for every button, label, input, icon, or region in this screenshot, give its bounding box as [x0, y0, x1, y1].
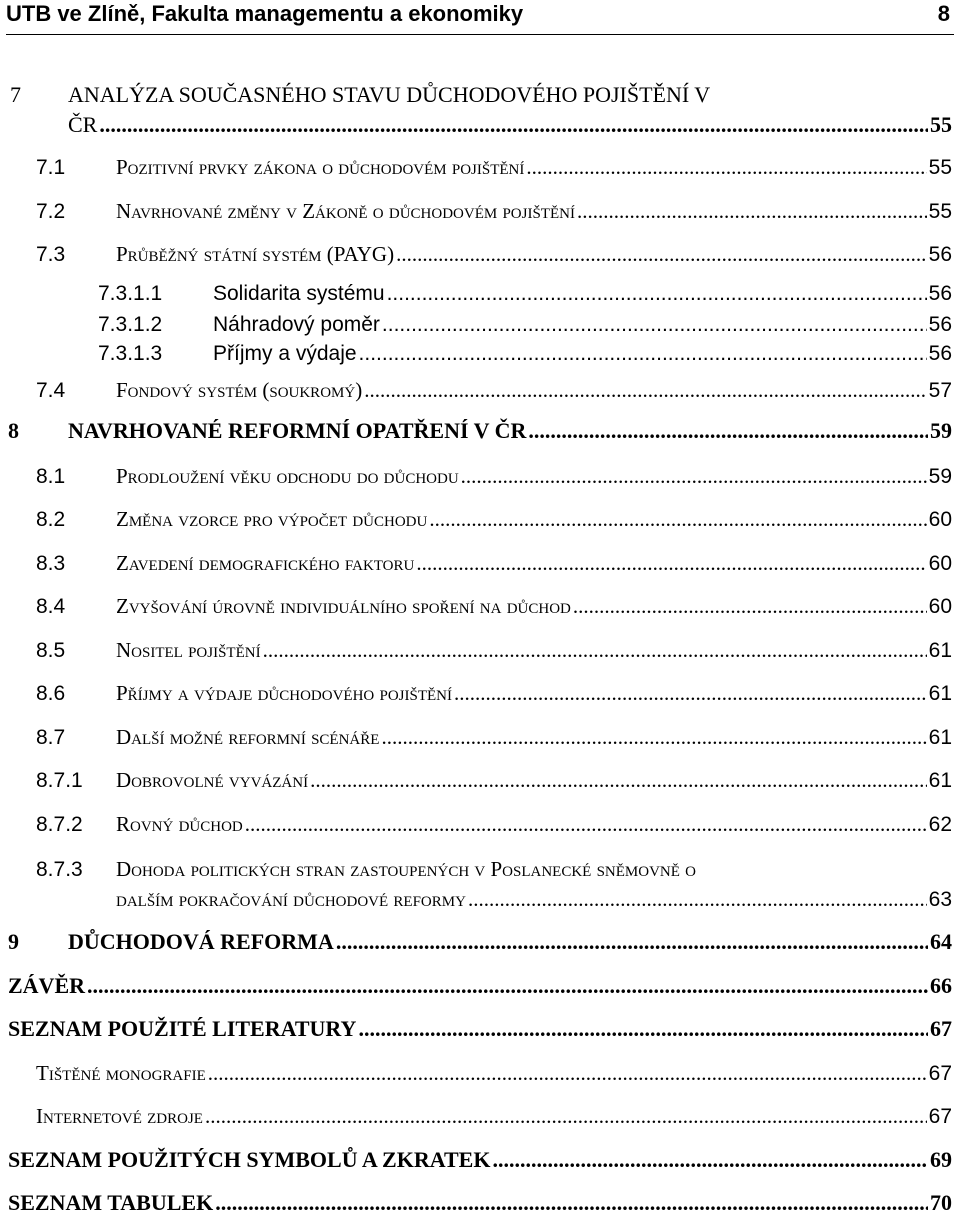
toc-leader-dots [205, 1104, 927, 1129]
toc-leader-dots [396, 242, 927, 267]
toc-page: 69 [930, 1147, 952, 1172]
toc-page: 67 [930, 1016, 952, 1041]
toc-number: 7.2 [36, 200, 66, 223]
toc-chapter-8[interactable] [8, 418, 952, 448]
toc-title: Fondový systém (soukromý) [116, 378, 363, 402]
toc-title: Internetové zdroje [36, 1104, 203, 1128]
toc-number: 7.3.1.2 [98, 313, 163, 336]
toc-page: 56 [928, 243, 952, 266]
toc-title: Příjmy a výdaje důchodového pojištění [116, 681, 453, 705]
toc-section-7-1[interactable] [36, 155, 952, 185]
toc-page: 61 [928, 639, 952, 662]
toc-title: Rovný důchod [116, 812, 243, 836]
toc-title: Tištěné monografie [36, 1061, 206, 1085]
toc-title: Dobrovolné vyvázání [116, 768, 309, 792]
toc-title: Průběžný státní systém (PAYG) [116, 242, 395, 266]
toc-title: ČR [68, 112, 98, 137]
toc-section-7-2[interactable] [36, 199, 952, 229]
toc-title: Pozitivní prvky zákona o důchodovém pojištění [116, 155, 525, 179]
toc-title: Navrhované změny v Zákoně o důchodovém pojištění [116, 199, 575, 223]
toc-section-8-7-3-line2[interactable] [116, 887, 952, 917]
toc-title: Solidarita systému [213, 282, 385, 305]
toc-seznam-literatury[interactable] [8, 1016, 952, 1046]
toc-page: 66 [930, 973, 952, 998]
toc-title: DŮCHODOVÁ REFORMA [68, 929, 334, 954]
header-page-number: 8 [937, 1, 950, 26]
toc-page: 61 [928, 769, 952, 792]
toc-page: 60 [928, 508, 952, 531]
toc-section-8-5[interactable] [36, 638, 952, 668]
toc-section-8-7-1[interactable] [36, 768, 952, 798]
toc-number: 8.2 [36, 508, 66, 531]
toc-leader-dots [336, 929, 928, 955]
toc-title: Změna vzorce pro výpočet důchodu [116, 507, 428, 531]
toc-title: dalším pokračování důchodové reformy [116, 887, 466, 911]
toc-leader-dots [208, 1061, 927, 1086]
page-header [6, 0, 954, 35]
toc-number: 8.7 [36, 726, 66, 749]
toc-leader-dots [387, 282, 927, 306]
toc-title: ZÁVĚR [8, 973, 86, 998]
toc-page: 56 [928, 282, 952, 305]
toc-page: 67 [928, 1105, 952, 1128]
toc-page: 56 [928, 342, 952, 365]
toc-page: 56 [928, 313, 952, 336]
toc-title: Prodloužení věku odchodu do důchodu [116, 464, 459, 488]
toc-number: 8.5 [36, 639, 66, 662]
toc-number: 7.3.1.3 [98, 342, 163, 365]
toc-leader-dots [526, 155, 926, 180]
toc-page: 67 [928, 1062, 952, 1085]
toc-number: 8.7.1 [36, 769, 83, 792]
toc-subsection-7-3-1-2[interactable] [98, 313, 952, 343]
toc-section-8-3[interactable] [36, 551, 952, 581]
toc-number: 7.1 [36, 156, 66, 179]
toc-subsection-7-3-1-1[interactable] [98, 282, 952, 312]
toc-title: Příjmy a výdaje [213, 342, 357, 365]
toc-page: 55 [930, 112, 952, 137]
toc-seznam-tabulek[interactable] [8, 1190, 952, 1220]
toc-chapter-7-line2[interactable] [68, 112, 952, 142]
toc-number: 7.3.1.1 [98, 282, 163, 305]
toc-page: 55 [928, 156, 952, 179]
toc-leader-dots [492, 1147, 928, 1173]
toc-section-8-7-3-line1[interactable] [36, 857, 696, 882]
toc-title: NAVRHOVANÉ REFORMNÍ OPATŘENÍ V ČR [68, 418, 527, 443]
toc-section-8-7[interactable] [36, 725, 952, 755]
toc-number: 7.4 [36, 379, 66, 402]
toc-number: 8.3 [36, 552, 66, 575]
toc-leader-dots [310, 768, 927, 793]
toc-title: Zavedení demografického faktoru [116, 551, 415, 575]
toc-leader-dots [454, 681, 927, 706]
toc-leader-dots [573, 594, 927, 619]
toc-number: 7.3 [36, 243, 66, 266]
toc-leader-dots [99, 112, 928, 138]
toc-page: 55 [928, 200, 952, 223]
toc-section-7-3[interactable] [36, 242, 952, 272]
toc-title: Nositel pojištění [116, 638, 261, 662]
toc-title: Náhradový poměr [213, 313, 380, 336]
toc-leader-dots [359, 342, 927, 366]
toc-title: Další možné reformní scénáře [116, 725, 380, 749]
toc-chapter-9[interactable] [8, 929, 952, 959]
toc-chapter-7-line1[interactable] [10, 82, 710, 108]
toc-number: 8.7.3 [36, 858, 83, 881]
toc-leader-dots [358, 1016, 928, 1042]
toc-title: Zvyšování úrovně individuálního spoření na důchod [116, 594, 571, 618]
toc-page: 57 [928, 379, 952, 402]
toc-leader-dots [364, 378, 926, 403]
toc-zaver[interactable] [8, 973, 952, 1003]
toc-internetove-zdroje[interactable] [36, 1104, 952, 1134]
toc-page: 64 [930, 929, 952, 954]
toc-number: 8.4 [36, 595, 66, 618]
toc-title: ANALÝZA SOUČASNÉHO STAVU DŮCHODOVÉHO POJIŠTĚNÍ V [68, 82, 711, 107]
toc-number: 7 [10, 82, 21, 107]
toc-title: SEZNAM POUŽITÉ LITERATURY [8, 1016, 357, 1041]
toc-title: Dohoda politických stran zastoupených v Poslanecké sněmovně o [116, 857, 696, 881]
toc-page: 61 [928, 726, 952, 749]
toc-title: SEZNAM POUŽITÝCH SYMBOLŮ A ZKRATEK [8, 1147, 491, 1172]
toc-section-8-7-2[interactable] [36, 812, 952, 842]
toc-section-8-6[interactable] [36, 681, 952, 711]
toc-leader-dots [215, 1190, 928, 1216]
toc-tistene-monografie[interactable] [36, 1061, 952, 1091]
toc-leader-dots [87, 973, 928, 999]
toc-leader-dots [577, 199, 927, 224]
toc-leader-dots [468, 887, 927, 912]
toc-leader-dots [461, 464, 927, 489]
toc-section-8-1[interactable] [36, 464, 952, 494]
toc-leader-dots [263, 638, 927, 663]
toc-subsection-7-3-1-3[interactable] [98, 342, 952, 372]
toc-number: 9 [8, 929, 19, 954]
toc-leader-dots [429, 507, 926, 532]
toc-section-8-4[interactable] [36, 594, 952, 624]
toc-leader-dots [416, 551, 926, 576]
toc-section-7-4[interactable] [36, 378, 952, 408]
toc-leader-dots [381, 725, 926, 750]
toc-page: 59 [930, 418, 952, 443]
toc-page: 60 [928, 552, 952, 575]
toc-number: 8.7.2 [36, 813, 83, 836]
toc-title: SEZNAM TABULEK [8, 1190, 214, 1215]
header-title: UTB ve Zlíně, Fakulta managementu a ekonomiky [6, 1, 524, 26]
toc-page: 61 [928, 682, 952, 705]
toc-page: 63 [928, 888, 952, 911]
toc-page: 60 [928, 595, 952, 618]
toc-leader-dots [245, 812, 927, 837]
toc-page: 59 [928, 465, 952, 488]
toc-section-8-2[interactable] [36, 507, 952, 537]
toc-page: 70 [930, 1190, 952, 1215]
toc-number: 8 [8, 418, 19, 443]
toc-leader-dots [382, 313, 927, 337]
toc-number: 8.6 [36, 682, 66, 705]
toc-page: 62 [928, 813, 952, 836]
toc-leader-dots [528, 418, 928, 444]
toc-seznam-symbolu[interactable] [8, 1147, 952, 1177]
toc-number: 8.1 [36, 465, 66, 488]
